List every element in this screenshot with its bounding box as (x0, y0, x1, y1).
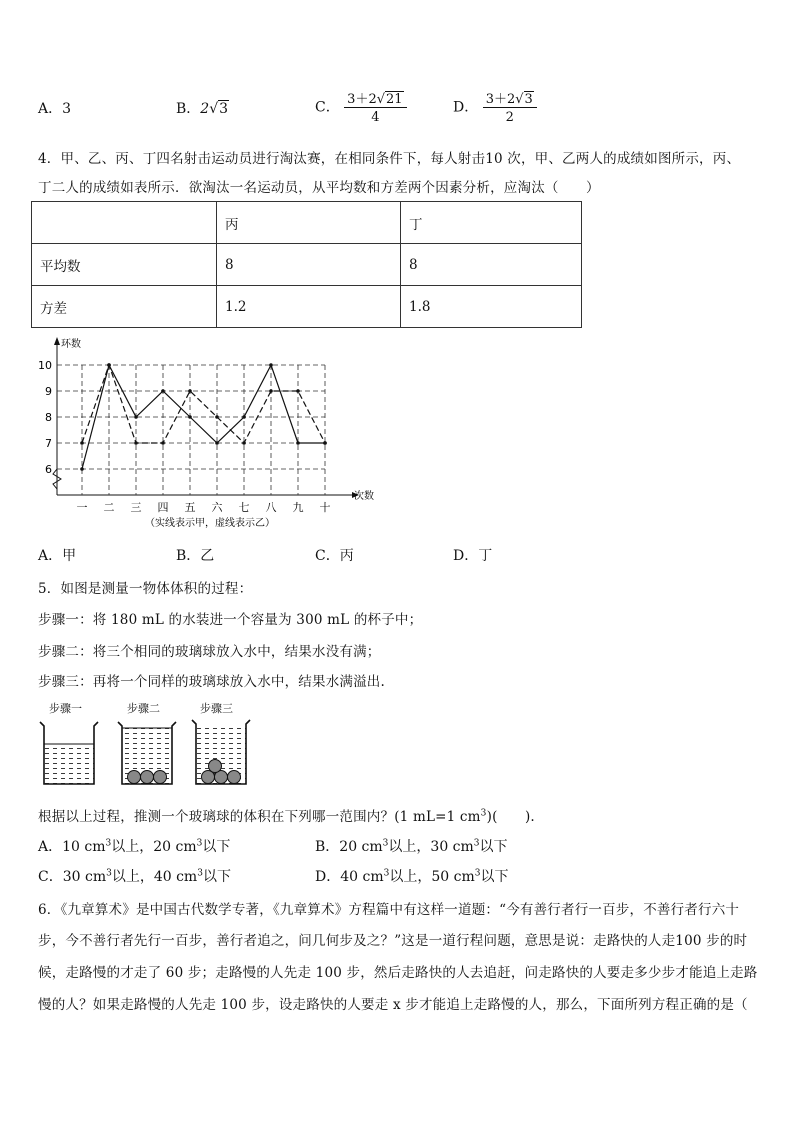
score-line-chart (30, 333, 390, 538)
q5-option-a: A．10 $cm^3$以上，20 $cm^3$以下 (38, 838, 231, 855)
glass-ball (141, 771, 154, 784)
q4-option-a: A．甲 (38, 548, 77, 564)
figure-label-step-1: 步骤一 (49, 702, 82, 715)
q4-option-d: D．丁 (453, 548, 493, 564)
q3-option-c: C． $\frac{3+2√21}{4}$ (315, 88, 407, 125)
table-cell: 8 (401, 244, 582, 286)
y-axis-arrow (54, 337, 60, 345)
q4-option-b: B．乙 (176, 548, 215, 564)
q5-option-c: C．30 $cm^3$以上，40 $cm^3$以下 (38, 868, 231, 885)
data-point (269, 363, 273, 367)
data-point (161, 441, 165, 445)
sqrt-symbol: √ (209, 101, 219, 117)
beaker-figure (36, 700, 266, 794)
q3-option-d: D． $\frac{3+2√3}{2}$ (453, 88, 537, 125)
data-point (134, 415, 138, 419)
glass-ball (128, 771, 141, 784)
y-axis-label: 环数 (61, 339, 81, 350)
q6-line-1: 6．《九章算术》是中国古代数学专著，《九章算术》方程篇中有这样一道题：“今有善行者行一百步，不善行者行六十 (38, 902, 740, 918)
data-point (296, 389, 300, 393)
q5-step-2: 步骤二：将三个相同的玻璃球放入水中，结果水没有满； (38, 644, 381, 660)
table-row (32, 286, 582, 328)
q4-option-c: C．丙 (315, 548, 354, 564)
x-tick-label: 八 (265, 501, 277, 514)
data-point (80, 441, 84, 445)
table-cell: 丙 (217, 202, 401, 244)
q5-option-b: B．20 $cm^3$以上，30 $cm^3$以下 (315, 838, 508, 855)
y-tick-label: 10 (38, 359, 52, 372)
y-tick-label: 7 (45, 437, 52, 450)
y-tick-label: 8 (45, 411, 52, 424)
glass-ball (209, 760, 222, 773)
data-point (188, 389, 192, 393)
x-axis-label: 次数 (354, 491, 374, 502)
beaker-step-2 (118, 722, 176, 784)
chart-caption: （实线表示甲，虚线表示乙） (145, 518, 275, 529)
table-cell: 1.8 (401, 286, 582, 328)
q5-option-d: D．40 $cm^3$以上，50 $cm^3$以下 (315, 868, 509, 885)
data-point (242, 415, 246, 419)
figure-label-step-2: 步骤二 (127, 702, 160, 715)
q5-step-1: 步骤一：将 180 mL 的水装进一个容量为 300 mL 的杯子中； (38, 612, 423, 628)
x-tick-label: 四 (157, 501, 169, 514)
score-table (31, 201, 582, 328)
y-tick-label: 9 (45, 385, 52, 398)
data-point (215, 415, 219, 419)
y-tick-label: 6 (45, 463, 52, 476)
x-tick-label: 三 (130, 501, 142, 514)
data-point (134, 441, 138, 445)
data-point (296, 441, 300, 445)
table-header-row (32, 202, 582, 244)
x-tick-label: 六 (211, 501, 223, 514)
q5-question: 根据以上过程，推测一个玻璃球的体积在下列哪一范围内？(1 mL=1 $cm^3$)( ). (38, 808, 535, 825)
data-point (215, 441, 219, 445)
data-point (107, 363, 111, 367)
data-point (188, 415, 192, 419)
x-tick-label: 一 (76, 501, 88, 514)
table-cell: 平均数 (32, 244, 217, 286)
series-line-dashed (82, 365, 325, 443)
q3-option-a: A．3 (38, 101, 72, 117)
x-tick-label: 十 (319, 501, 331, 514)
beakers-drawing (36, 716, 266, 790)
q4-stem-line-2: 丁二人的成绩如表所示．欲淘汰一名运动员，从平均数和方差两个因素分析，应淘汰（ ） (38, 180, 600, 196)
data-point (161, 389, 165, 393)
figure-label-step-3: 步骤三 (200, 702, 233, 715)
x-tick-label: 九 (292, 501, 304, 514)
data-point (80, 467, 84, 471)
q6-line-2: 步，今不善行者先行一百步，善行者追之，问几何步及之？”这是一道行程问题，意思是说：走路快的人走100 步的时 (38, 933, 748, 949)
table-row (32, 244, 582, 286)
fraction: $\frac{3+2√3}{2}$ (483, 88, 537, 125)
q6-line-4: 慢的人？如果走路慢的人先走 100 步，设走路快的人要走 x 步才能追上走路慢的人，那么，下面所列方程正确的是（ (38, 997, 748, 1013)
x-tick-label: 二 (103, 501, 115, 514)
table-cell: 方差 (32, 286, 217, 328)
table-cell: 1.2 (217, 286, 401, 328)
data-point (242, 441, 246, 445)
fraction: $\frac{3+2√21}{4}$ (344, 88, 406, 125)
q4-stem-line-1: 4．甲、乙、丙、丁四名射击运动员进行淘汰赛，在相同条件下，每人射击10 次，甲、乙两人的成绩如图所示，丙、 (38, 151, 741, 167)
q6-line-3: 候，走路慢的才走了 60 步；走路慢的人先走 100 步，然后走路快的人去追赶，问走路快的人要走多少步才能追上走路 (38, 965, 758, 981)
beaker-step-3 (192, 720, 250, 784)
q5-step-3: 步骤三：再将一个同样的玻璃球放入水中，结果水满溢出. (38, 674, 385, 690)
table-cell (32, 202, 217, 244)
x-tick-label: 五 (184, 501, 196, 514)
q5-intro: 5．如图是测量一物体体积的过程： (38, 581, 253, 597)
beaker-step-1 (40, 722, 98, 784)
x-tick-label: 七 (238, 501, 250, 514)
glass-ball (154, 771, 167, 784)
table-cell: 丁 (401, 202, 582, 244)
data-point (323, 441, 327, 445)
table-cell: 8 (217, 244, 401, 286)
glass-ball (228, 771, 241, 784)
data-point (269, 389, 273, 393)
q3-option-b: B．2√3 (176, 101, 229, 117)
